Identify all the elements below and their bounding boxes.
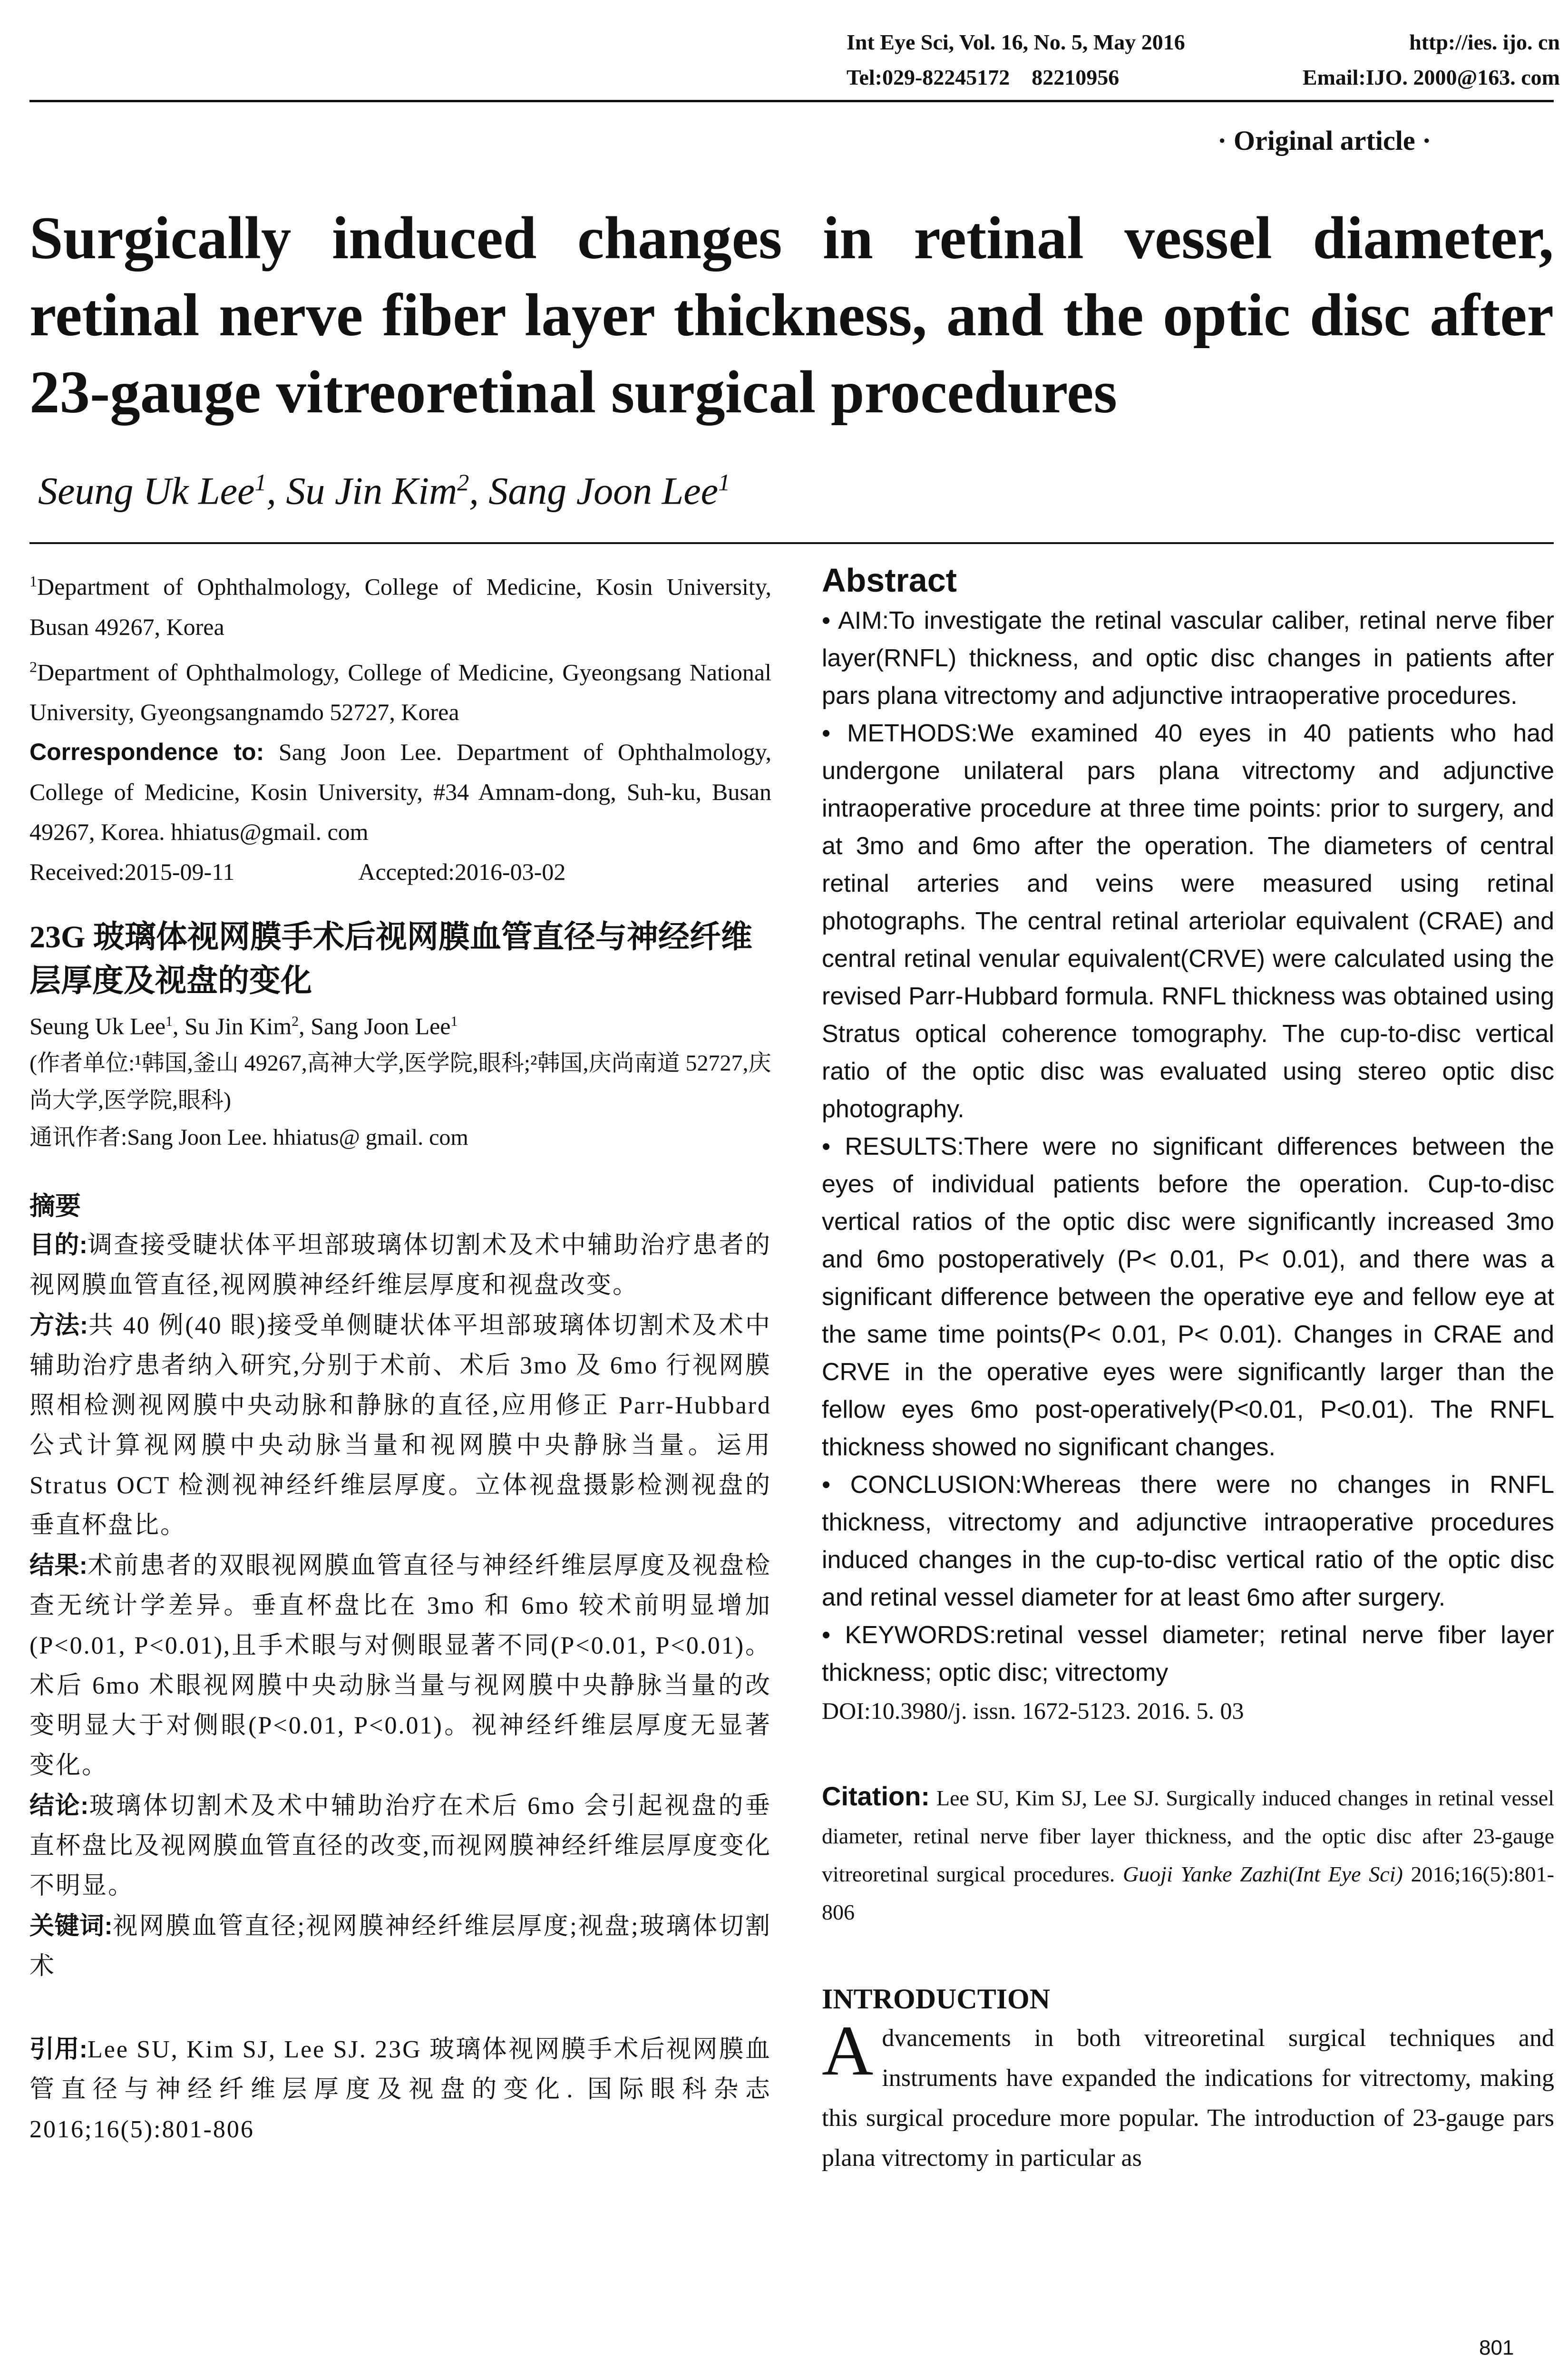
- introduction-text: dvancements in both vitreoretinal surgical techniques and instruments have expanded the indications for vitrectomy, making this surgical procedure more popular. The introduction of 23-gauge pars plana vitrectomy in particular as: [822, 2025, 1554, 2172]
- correspondence: [29, 732, 771, 852]
- author-rule: [29, 542, 1554, 544]
- correspondence-text: Sang Joon Lee. Department of Ophthalmology, College of Medicine, Kosin University, #34 Amnam-dong, Suh-ku, Busan 49267, Korea. hhiatus@gmail. com: [29, 739, 771, 846]
- section-label: 目的:: [29, 1231, 88, 1259]
- chinese-affiliation: (作者单位:¹韩国,釜山 49267,高神大学,医学院,眼科;²韩国,庆尚南道 52727,庆尚大学,医学院,眼科): [29, 1050, 771, 1113]
- section-label: • CONCLUSION:: [822, 1471, 1022, 1499]
- section-text: There were no significant differences between the eyes of individual patients before the operation. Cup-to-disc vertical ratios of the optic disc were significantly increased 3mo and 6mo postoperatively (P< 0.01, P< 0.01), and there was a significant difference between the operative eye and fellow eye at the same time points(P< 0.01, P< 0.01). Changes in CRAE and CRVE in the operative eyes were significantly larger than the fellow eyes 6mo post-operatively(P<0.01, P<0.01). The RNFL thickness showed no significant changes.: [822, 1133, 1554, 1461]
- author-affiliation-mark: 1: [718, 469, 730, 496]
- citation: [822, 1777, 1554, 1931]
- chinese-abstract-methods: [29, 1305, 771, 1546]
- citation-text: Lee SU, Kim SJ, Lee SJ. 23G 玻璃体视网膜手术后视网膜血管直径与神经纤维层厚度及视盘的变化. 国际眼科杂志 2016;16(5):801-806: [29, 2036, 771, 2143]
- correspondence-label: Correspondence to:: [29, 739, 264, 766]
- journal-tel: Tel:029-82245172 82210956: [847, 65, 1120, 89]
- section-label: 结论:: [29, 1792, 89, 1820]
- author-list: Seung Uk Lee$^1$, Su Jin Kim$^2$, Sang Joon Lee$^1$: [38, 469, 730, 513]
- article-title: Surgically induced changes in retinal vessel diameter, retinal nerve fiber layer thickness, and the optic disc after 23-gauge vitreoretinal surgical procedures: [29, 205, 1554, 426]
- citation-journal: Guoji Yanke Zazhi(Int Eye Sci): [1122, 1862, 1403, 1886]
- author-affiliation-mark: 2: [292, 1013, 299, 1030]
- citation-text: Lee SU, Kim SJ, Lee SJ. Surgically induced changes in retinal vessel diameter, retinal nerve fiber layer thickness, and the optic disc after 23-gauge vitreoretinal surgical procedures.: [822, 1786, 1554, 1886]
- abstract-aim: [822, 602, 1554, 715]
- author-affiliation-mark: 1: [166, 1013, 173, 1030]
- abstract-keywords: [822, 1617, 1554, 1692]
- affiliation: [29, 647, 771, 732]
- running-header: [847, 25, 1560, 95]
- section-text: Whereas there were no changes in RNFL thickness, vitrectomy and adjunctive intraoperative procedures induced changes in the cup-to-disc vertical ratio of the optic disc and retinal vessel diameter for at least 6mo after surgery.: [822, 1471, 1554, 1611]
- chinese-abstract-conclusion: [29, 1786, 771, 1906]
- citation-volume: 2016;16(5):801-806: [822, 1862, 1554, 1924]
- abstract-results: [822, 1128, 1554, 1466]
- abstract-conclusion: [822, 1466, 1554, 1617]
- section-text: 视网膜血管直径;视网膜神经纤维层厚度;视盘;玻璃体切割术: [29, 1912, 771, 1980]
- article-type: · Original article ·: [1217, 125, 1432, 156]
- section-text: 共 40 例(40 眼)接受单侧睫状体平坦部玻璃体切割术及术中辅助治疗患者纳入研究,分别于术前、术后 3mo 及 6mo 行视网膜照相检测视网膜中央动脉和静脉的直径,应用修正 Parr-Hubbard 公式计算视网膜中央动脉当量和视网膜中央静脉当量。运用 Stratus OCT 检测视神经纤维层厚度。立体视盘摄影检测视盘的垂直杯盘比。: [29, 1312, 771, 1539]
- author-affiliation-mark: 1: [254, 469, 267, 496]
- abstract-methods: [822, 715, 1554, 1128]
- affiliation-number: 2: [29, 658, 37, 675]
- section-label: 结果:: [29, 1551, 88, 1579]
- author-name: Seung Uk Lee: [38, 469, 255, 513]
- author-name: Sang Joon Lee: [311, 1013, 451, 1040]
- chinese-author-list: Seung Uk Lee$^1$, Su Jin Kim$^2$, Sang Joon Lee$^1$: [29, 1013, 458, 1040]
- affiliation-text: Department of Ophthalmology, College of Medicine, Kosin University, Busan 49267, Korea: [29, 573, 771, 640]
- section-label: 关键词:: [29, 1912, 113, 1940]
- section-label: • RESULTS:: [822, 1133, 964, 1160]
- journal-info: Int Eye Sci, Vol. 16, No. 5, May 2016: [847, 30, 1185, 54]
- affiliation-text: Department of Ophthalmology, College of Medicine, Gyeongsang National University, Gyeongsangnamdo 52727, Korea: [29, 659, 771, 726]
- journal-url[interactable]: http://ies. ijo. cn: [1409, 30, 1560, 54]
- section-text: retinal vessel diameter; retinal nerve fiber layer thickness; optic disc; vitrectomy: [822, 1621, 1554, 1686]
- author-name: Sang Joon Lee: [488, 469, 719, 513]
- right-column: [822, 561, 1554, 2178]
- chinese-abstract-keywords: [29, 1906, 771, 1987]
- accepted-date: Accepted:2016-03-02: [358, 858, 566, 886]
- section-label: 方法:: [29, 1311, 88, 1339]
- article-dates: [29, 852, 771, 892]
- chinese-citation: [29, 2029, 771, 2150]
- section-label: • KEYWORDS:: [822, 1621, 996, 1649]
- chinese-abstract-objective: [29, 1225, 771, 1305]
- introduction-paragraph: [822, 2011, 1554, 2178]
- section-text: 术前患者的双眼视网膜血管直径与神经纤维层厚度及视盘检查无统计学差异。垂直杯盘比在 3mo 和 6mo 较术前明显增加(P<0.01, P<0.01),且手术眼与对侧眼显著不同(P<0.01, P<0.01)。术后 6mo 术眼视网膜中央动脉当量与视网膜中央静脉当量的改变明显大于对侧眼(P<0.01, P<0.01)。视神经纤维层厚度无显著变化。: [29, 1552, 771, 1779]
- page-number: 801: [1479, 2336, 1514, 2359]
- author-affiliation-mark: 2: [457, 469, 469, 496]
- section-text: 调查接受睫状体平坦部玻璃体切割术及术中辅助治疗患者的视网膜血管直径,视网膜神经纤维层厚度和视盘改变。: [29, 1231, 771, 1299]
- author-name: Seung Uk Lee: [29, 1013, 166, 1040]
- left-column: [29, 561, 771, 2150]
- chinese-abstract-results: [29, 1546, 771, 1786]
- affiliation-number: 1: [29, 573, 37, 590]
- doi[interactable]: DOI:10.3980/j. issn. 1672-5123. 2016. 5. 03: [822, 1697, 1244, 1724]
- received-date: Received:2015-09-11: [29, 858, 235, 886]
- drop-cap: A: [822, 2011, 874, 2090]
- author-name: Su Jin Kim: [286, 469, 458, 513]
- header-rule: [29, 100, 1554, 102]
- affiliation: [29, 561, 771, 647]
- chinese-title: 23G 玻璃体视网膜手术后视网膜血管直径与神经纤维层厚度及视盘的变化: [29, 920, 752, 999]
- author-name: Su Jin Kim: [185, 1013, 292, 1040]
- section-text: 玻璃体切割术及术中辅助治疗在术后 6mo 会引起视盘的垂直杯盘比及视网膜血管直径的改变,而视网膜神经纤维层厚度变化不明显。: [29, 1792, 771, 1900]
- abstract-heading: Abstract: [822, 562, 957, 599]
- journal-email[interactable]: Email:IJO. 2000@163. com: [1302, 65, 1560, 89]
- section-text: We examined 40 eyes in 40 patients who had undergone unilateral pars plana vitrectomy and adjunctive intraoperative procedure at three time points: prior to surgery, and at 3mo and 6mo after the operation. The diameters of central retinal arteries and veins were measured using retinal photographs. The central retinal arteriolar equivalent (CRAE) and central retinal venular equivalent(CRVE) were calculated using the revised Parr-Hubbard formula. RNFL thickness was obtained using Stratus optical coherence tomography. The cup-to-disc vertical ratio of the optic disc was evaluated using stereo optic disc photography.: [822, 720, 1554, 1123]
- section-label: • AIM:: [822, 607, 889, 634]
- author-affiliation-mark: 1: [450, 1013, 458, 1030]
- chinese-abstract-heading: 摘要: [29, 1191, 81, 1220]
- section-label: • METHODS:: [822, 720, 978, 747]
- citation-label: 引用:: [29, 2035, 88, 2063]
- chinese-correspondence: 通讯作者:Sang Joon Lee. hhiatus@ gmail. com: [29, 1124, 468, 1150]
- section-text: To investigate the retinal vascular caliber, retinal nerve fiber layer(RNFL) thickness, and optic disc changes in patients after pars plana vitrectomy and adjunctive intraoperative procedures.: [822, 607, 1555, 710]
- introduction-heading: INTRODUCTION: [822, 1983, 1051, 2015]
- citation-label: Citation:: [822, 1781, 930, 1811]
